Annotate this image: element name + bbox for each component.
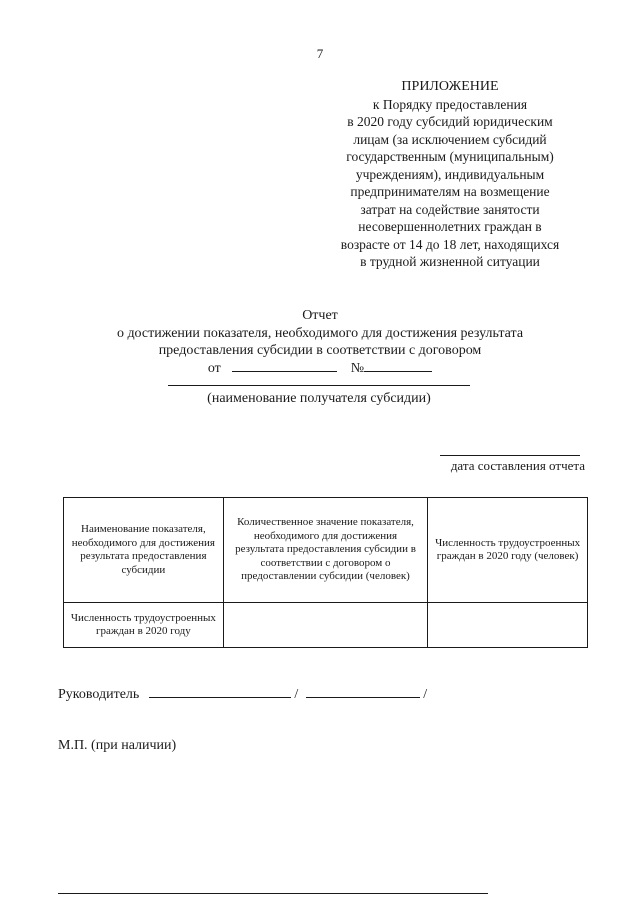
appendix-line: возрасте от 14 до 18 лет, находящихся [340, 236, 560, 252]
appendix-line: в трудной жизненной ситуации [360, 254, 540, 269]
number-label: № [350, 361, 365, 376]
appendix-line: предпринимателям на возмещение [350, 184, 550, 199]
recipient-name-field[interactable] [168, 385, 470, 386]
table-cell-input[interactable] [428, 603, 588, 648]
appendix-line: к Порядку предоставления [372, 96, 528, 112]
footer-divider [58, 893, 488, 894]
appendix-line: учреждениям), индивидуальным [355, 166, 545, 182]
table-header-cell: Численность трудоустроенных граждан в 2020 году (человек) [428, 498, 588, 603]
table-cell: Численность трудоустроенных граждан в 2020 году [64, 603, 224, 648]
signature-field[interactable] [149, 684, 291, 698]
table-header-cell: Количественное значение показателя, необходимого для достижения результата предоставления субсидии в соответствии с договором о предоставлении субсидии (человек) [223, 498, 428, 603]
report-subtitle-line: предоставления субсидии в соответствии с договором [158, 343, 482, 358]
date-number-line [160, 358, 480, 377]
signature-separator: / [423, 687, 428, 702]
report-subtitle-line: о достижении показателя, необходимого для достижения результата [116, 325, 524, 341]
report-title: Отчет [302, 308, 338, 323]
appendix-line: затрат на содействие занятости [360, 201, 540, 217]
appendix-line: в 2020 году субсидий юридическим [347, 114, 553, 129]
appendix-line: государственным (муниципальным) [346, 149, 554, 164]
report-compile-date-label: дата составления отчета [450, 458, 585, 473]
signature-separator: / [294, 687, 299, 702]
signature-line [58, 684, 427, 703]
table-cell-input[interactable] [223, 603, 428, 648]
appendix-line: лицам (за исключением субсидий [353, 131, 547, 147]
from-label: от [207, 361, 221, 376]
report-number-field[interactable] [364, 358, 432, 372]
appendix-line: несовершеннолетних граждан в [358, 219, 542, 234]
appendix-heading: ПРИЛОЖЕНИЕ [401, 79, 499, 94]
signature-label: Руководитель [58, 687, 140, 702]
table-header-cell: Наименование показателя, необходимого для достижения результата предоставления субсидии [64, 498, 224, 603]
stamp-label: М.П. (при наличии) [58, 738, 177, 753]
recipient-label: (наименование получателя субсидии) [207, 391, 431, 406]
page-number: 7 [316, 46, 324, 61]
report-date-field[interactable] [232, 358, 337, 372]
table-row [64, 603, 588, 648]
report-compile-date-field[interactable] [440, 455, 580, 456]
report-heading [40, 307, 600, 360]
indicator-table [63, 497, 588, 648]
appendix-block [300, 78, 600, 271]
signature-name-field[interactable] [306, 684, 420, 698]
table-header-row [64, 498, 588, 603]
